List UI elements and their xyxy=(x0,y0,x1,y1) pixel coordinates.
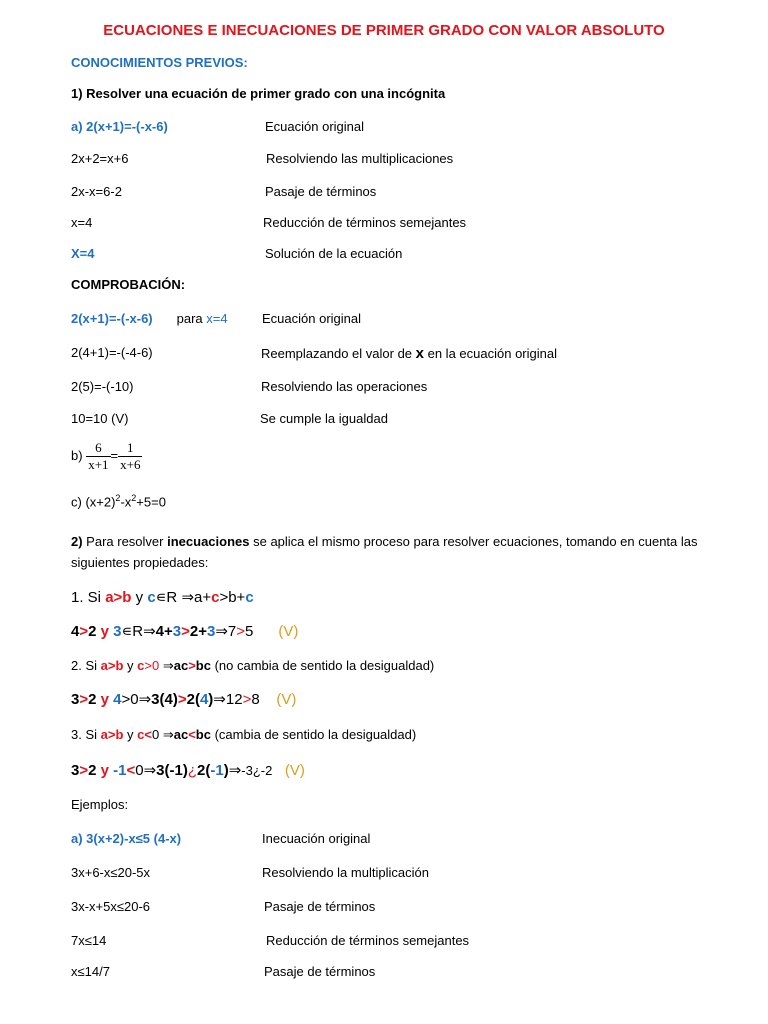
prop-text: >0 xyxy=(144,658,163,673)
ex-term: 0 xyxy=(135,762,144,779)
ineq-step-note: Pasaje de términos xyxy=(264,899,376,914)
prop-var: b xyxy=(122,589,132,606)
prop-var: c xyxy=(245,589,254,606)
ex-term: 5 xyxy=(245,623,254,640)
check-note: Se cumple la igualdad xyxy=(260,411,388,426)
prop-text: 1. Si xyxy=(71,589,106,606)
ex-term: 2( xyxy=(197,762,211,779)
ex-op: > xyxy=(177,691,187,708)
ex-op: > xyxy=(181,623,190,640)
ex-term: 2 xyxy=(88,623,97,640)
check-para: para xyxy=(176,311,203,326)
ex-op: > xyxy=(242,691,252,708)
ex-term: 4 xyxy=(113,691,122,708)
fraction-denominator: x+6 xyxy=(120,457,141,472)
ex-term: -1 xyxy=(210,762,224,779)
prop-text: y xyxy=(123,727,138,742)
example-b-prefix: b) xyxy=(71,447,83,463)
check-xval: x=4 xyxy=(206,311,228,326)
prop-text: ⇒a+ xyxy=(181,589,212,606)
eq-step-note: Solución de la ecuación xyxy=(265,246,403,261)
section-label: CONOCIMIENTOS PREVIOS: xyxy=(71,55,248,70)
check-note-post: en la ecuación original xyxy=(424,346,557,361)
prop-note: (no cambia de sentido la desigualdad) xyxy=(210,658,435,673)
prop-var: c xyxy=(137,658,145,673)
ex-text: ∊R⇒ xyxy=(121,623,156,640)
part2-text: Para resolver xyxy=(82,534,168,549)
examples-label: Ejemplos: xyxy=(71,797,129,812)
property-3-example xyxy=(71,763,305,778)
fraction-numerator: 6 xyxy=(86,440,110,457)
fraction-right xyxy=(118,440,142,473)
prop-op: > xyxy=(107,727,116,742)
example-b xyxy=(71,440,142,473)
ex-text: ⇒ xyxy=(143,762,157,779)
ex-term: -1 xyxy=(113,762,127,779)
prop-var: c xyxy=(147,589,156,606)
prop-text: ⇒ xyxy=(162,658,174,673)
check-note: Ecuación original xyxy=(262,311,362,326)
ex-text: ⇒7 xyxy=(215,623,237,640)
ex-term: 4 xyxy=(71,623,80,640)
ex-text: >0⇒ xyxy=(121,691,152,708)
ineq-step-note: Resolviendo la multiplicación xyxy=(262,865,429,880)
ex-term: 8 xyxy=(251,691,260,708)
eq-solution: X=4 xyxy=(71,246,95,261)
ex-text: y xyxy=(96,691,114,708)
property-2 xyxy=(71,659,434,672)
part2-text: se aplica el mismo proceso para resolver ecuaciones, tomando en cuenta las siguientes propiedades: xyxy=(71,534,698,570)
document-title: ECUACIONES E INECUACIONES DE PRIMER GRADO CON VALOR ABSOLUTO xyxy=(103,22,665,39)
ex-op: < xyxy=(126,762,136,779)
eq-step-note: Reducción de términos semejantes xyxy=(263,215,467,230)
example-c xyxy=(71,494,166,508)
part2-number: 2) xyxy=(71,534,83,549)
ex-term: 3(-1) xyxy=(156,762,188,779)
eq-step-left: 2x+2=x+6 xyxy=(71,151,129,166)
part1-heading: 1) Resolver una ecuación de primer grado con una incógnita xyxy=(71,86,446,101)
prop-op: < xyxy=(188,727,196,742)
check-heading: COMPROBACIÓN: xyxy=(71,277,186,292)
ex-term: 3 xyxy=(71,691,80,708)
prop-op: > xyxy=(113,589,123,606)
exponent: 2 xyxy=(115,493,121,503)
prop-text: 0 xyxy=(151,727,163,742)
prop-var: c xyxy=(137,727,145,742)
ex-op: > xyxy=(79,691,89,708)
prop-text: >b+ xyxy=(219,589,246,606)
exponent: 2 xyxy=(131,493,137,503)
ex-op: > xyxy=(79,762,89,779)
prop-var: a xyxy=(100,727,108,742)
ex-term: -3¿-2 xyxy=(241,763,273,778)
prop-var: b xyxy=(115,658,124,673)
check-note-pre: Reemplazando el valor de xyxy=(261,346,416,361)
prop-op: > xyxy=(188,658,196,673)
property-3 xyxy=(71,728,416,741)
check-step-left: 2(5)=-(-10) xyxy=(71,379,134,394)
ex-term: ) xyxy=(223,762,229,779)
check-step-left: 2(4+1)=-(-4-6) xyxy=(71,345,153,360)
check-row-original xyxy=(71,312,228,325)
ex-op: > xyxy=(236,623,246,640)
ineq-step-left: 7x≤14 xyxy=(71,933,107,948)
prop-op: > xyxy=(107,658,116,673)
verdict-true: (V) xyxy=(259,691,297,708)
ex-term: 3(4) xyxy=(151,691,178,708)
eq-step-note: Ecuación original xyxy=(265,119,365,134)
ineq-step-left: a) 3(x+2)-x≤5 (4-x) xyxy=(71,831,182,846)
ex-term: 3 xyxy=(71,762,80,779)
prop-op: < xyxy=(144,727,152,742)
check-note-x: x xyxy=(415,345,424,362)
ex-text: y xyxy=(96,762,114,779)
prop-var: a xyxy=(105,589,114,606)
property-1 xyxy=(71,590,254,605)
ineq-step-note: Pasaje de términos xyxy=(264,964,376,979)
ex-term: 3 xyxy=(113,623,122,640)
property-1-example xyxy=(71,624,298,639)
fraction-left xyxy=(86,440,110,473)
prop-var: b xyxy=(115,727,124,742)
ex-term: 2( xyxy=(186,691,200,708)
fraction-denominator: x+1 xyxy=(88,457,109,472)
equals-sign: = xyxy=(110,447,119,463)
ex-text: y xyxy=(96,623,114,640)
ex-term: 3 xyxy=(172,623,182,640)
ineq-step-left: 3x-x+5x≤20-6 xyxy=(71,899,151,914)
part2-paragraph xyxy=(71,531,731,573)
eq-step-left: x=4 xyxy=(71,215,93,230)
prop-text: ∊R xyxy=(155,589,182,606)
ineq-step-left: x≤14/7 xyxy=(71,964,110,979)
ex-term: 2+ xyxy=(189,623,207,640)
prop-text: y xyxy=(123,658,138,673)
example-c-mid: -x xyxy=(120,494,132,510)
check-step-left: 10=10 (V) xyxy=(71,411,129,426)
verdict-true: (V) xyxy=(253,623,299,640)
prop-var: bc xyxy=(195,727,211,742)
ex-term: 3 xyxy=(206,623,216,640)
prop-var: ac xyxy=(173,658,189,673)
ex-op: ¿ xyxy=(187,762,198,779)
part2-keyword: inecuaciones xyxy=(167,534,250,549)
ex-text: ⇒ xyxy=(228,762,242,779)
eq-step-note: Resolviendo las multiplicaciones xyxy=(266,151,454,166)
ex-text: ⇒12 xyxy=(213,691,243,708)
check-equation: 2(x+1)=-(-x-6) xyxy=(71,311,153,326)
verdict-true: (V) xyxy=(272,762,305,779)
ineq-step-left: 3x+6-x≤20-5x xyxy=(71,865,151,880)
prop-text: 2. Si xyxy=(71,658,101,673)
prop-note: (cambia de sentido la desigualdad) xyxy=(210,727,417,742)
ex-term: 2 xyxy=(88,691,97,708)
ineq-step-note: Inecuación original xyxy=(262,831,371,846)
property-2-example xyxy=(71,692,296,707)
example-c-post: +5=0 xyxy=(136,494,166,510)
prop-var: a xyxy=(100,658,108,673)
check-note xyxy=(261,346,557,361)
prop-text: 3. Si xyxy=(71,727,101,742)
eq-step-note: Pasaje de términos xyxy=(265,184,377,199)
ex-term: 4 xyxy=(199,691,209,708)
eq-step-left: a) 2(x+1)=-(-x-6) xyxy=(71,119,168,134)
ex-term: 2 xyxy=(88,762,97,779)
ex-term: 4+ xyxy=(155,623,173,640)
check-note: Resolviendo las operaciones xyxy=(261,379,428,394)
fraction-numerator: 1 xyxy=(118,440,142,457)
prop-var: ac xyxy=(173,727,189,742)
prop-text: ⇒ xyxy=(162,727,174,742)
ineq-step-note: Reducción de términos semejantes xyxy=(266,933,470,948)
prop-var: bc xyxy=(195,658,211,673)
ex-op: > xyxy=(79,623,89,640)
ex-term: ) xyxy=(208,691,214,708)
eq-step-left: 2x-x=6-2 xyxy=(71,184,122,199)
example-c-pre: c) (x+2) xyxy=(71,494,116,510)
prop-text: y xyxy=(131,589,148,606)
prop-var: c xyxy=(211,589,220,606)
